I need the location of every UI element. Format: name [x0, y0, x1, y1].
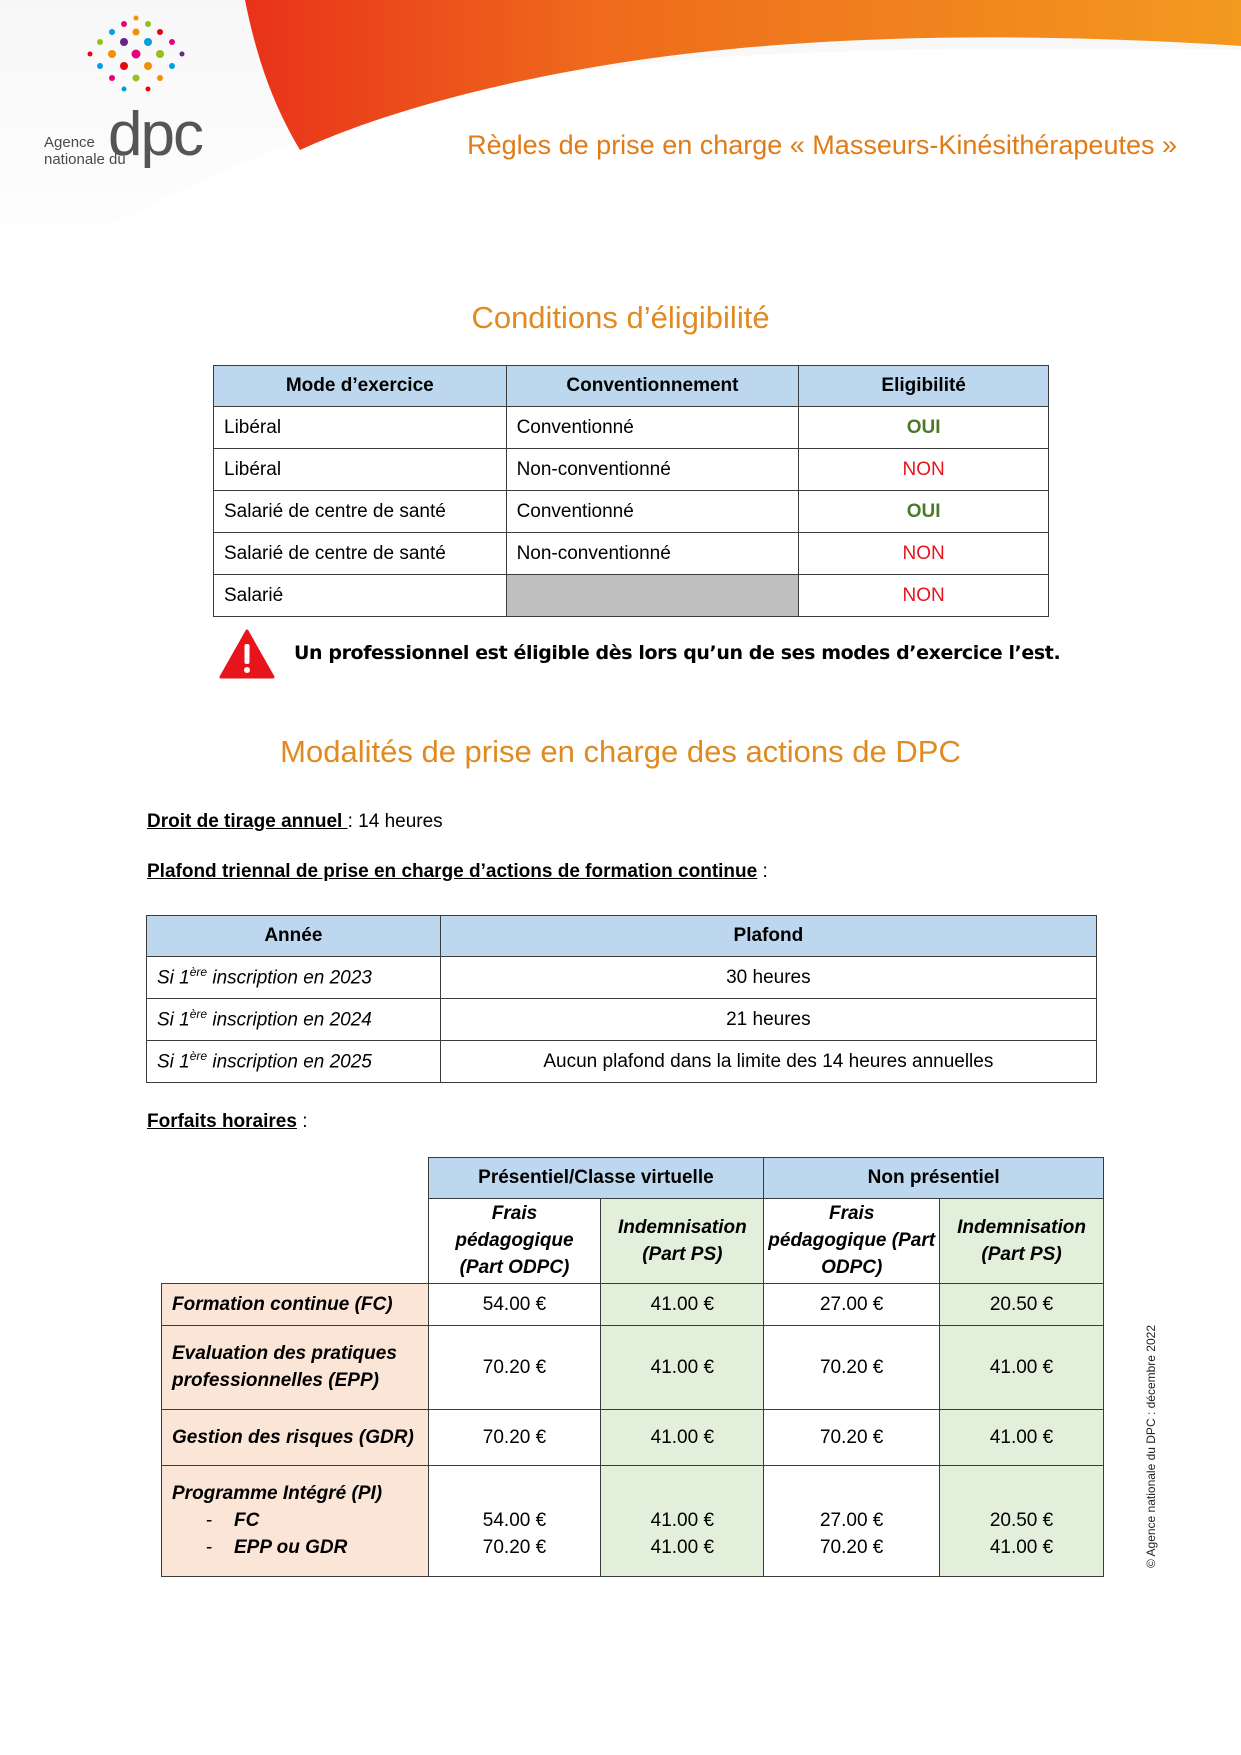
- cell-conventionnement: Non-conventionné: [506, 449, 799, 491]
- pi-dash: -: [206, 1510, 213, 1531]
- cell-mode: Libéral: [214, 407, 507, 449]
- table-header-row: [147, 916, 1097, 957]
- eligibility-table: [213, 365, 1049, 617]
- cell-value: 27.00 €: [764, 1283, 940, 1325]
- table-group-header-row: [162, 1158, 1104, 1199]
- cell-mode: Salarié de centre de santé: [214, 533, 507, 575]
- cell-eligibilite: OUI: [799, 491, 1049, 533]
- column-header: Année: [147, 916, 441, 957]
- table-row: [147, 957, 1097, 999]
- cell-value: 54.00 €: [428, 1283, 601, 1325]
- cell-value: 70.20 €: [764, 1409, 940, 1465]
- pi-label: Programme Intégré (PI): [172, 1483, 383, 1504]
- logo-brand: dpc: [108, 100, 202, 169]
- table-row: [162, 1409, 1104, 1465]
- subheader-frais: Frais pédagogique (Part ODPC): [428, 1199, 601, 1284]
- row-label: Gestion des risques (GDR): [162, 1409, 429, 1465]
- table-row: [147, 1041, 1097, 1083]
- plafond-suffix: :: [757, 861, 768, 882]
- cell-value-pair: 54.00 € 70.20 €: [428, 1465, 601, 1576]
- cell-annee: Si 1ère inscription en 2025: [147, 1041, 441, 1083]
- cell-value-pair: 27.00 € 70.20 €: [764, 1465, 940, 1576]
- table-row: [162, 1325, 1104, 1409]
- row-label: Evaluation des pratiques professionnelles (EPP): [162, 1325, 429, 1409]
- warning-text: Un professionnel est éligible dès lors qu’un de ses modes d’exercice l’est.: [294, 642, 1061, 664]
- cell-value: 70.20 €: [428, 1325, 601, 1409]
- modalites-title: Modalités de prise en charge des actions de DPC: [280, 734, 961, 769]
- table-row: [214, 491, 1049, 533]
- column-header: Mode d’exercice: [214, 366, 507, 407]
- table-row: [214, 449, 1049, 491]
- droit-tirage-value: : 14 heures: [347, 811, 443, 832]
- forfaits-table: [161, 1157, 1104, 1577]
- cell-annee: Si 1ère inscription en 2023: [147, 957, 441, 999]
- subheader-frais: Frais pédagogique (Part ODPC): [764, 1199, 940, 1284]
- cell-mode: Salarié: [214, 575, 507, 617]
- cell-mode: Libéral: [214, 449, 507, 491]
- cell-value: 70.20 €: [764, 1325, 940, 1409]
- cell-value: 41.00 €: [940, 1325, 1104, 1409]
- cell-plafond: 21 heures: [440, 999, 1096, 1041]
- pi-subitem-epp-gdr: - EPP ou GDR: [172, 1534, 418, 1561]
- logo-text-line2: nationale du: [44, 151, 126, 168]
- forfaits-label: Forfaits horaires: [147, 1111, 297, 1132]
- cell-value-pair: 20.50 € 41.00 €: [940, 1465, 1104, 1576]
- cell-value: 41.00 €: [940, 1409, 1104, 1465]
- plafond-label: Plafond triennal de prise en charge d’actions de formation continue: [147, 861, 758, 882]
- row-label: Formation continue (FC): [162, 1283, 429, 1325]
- table-header-row: [214, 366, 1049, 407]
- cell-eligibilite: OUI: [799, 407, 1049, 449]
- logo-text-line1: Agence: [44, 134, 95, 151]
- copyright-notice: © Agence nationale du DPC : décembre 2022: [1144, 1325, 1158, 1568]
- pi-subitem-fc: - FC: [172, 1507, 418, 1534]
- document-title: Règles de prise en charge « Masseurs-Kinésithérapeutes »: [467, 130, 1177, 160]
- cell-value: 41.00 €: [601, 1409, 764, 1465]
- table-row: [214, 575, 1049, 617]
- table-row: [162, 1283, 1104, 1325]
- cell-eligibilite: NON: [799, 575, 1049, 617]
- eligibility-title: Conditions d’éligibilité: [471, 300, 770, 335]
- forfaits-line: [147, 1111, 308, 1133]
- cell-value: 20.50 €: [940, 1283, 1104, 1325]
- group-header-presentiel: Présentiel/Classe virtuelle: [428, 1158, 764, 1199]
- cell-plafond: 30 heures: [440, 957, 1096, 999]
- table-row-programme-integre: [162, 1465, 1104, 1576]
- cell-mode: Salarié de centre de santé: [214, 491, 507, 533]
- forfaits-suffix: :: [296, 1111, 308, 1132]
- table-subheader-row: [162, 1199, 1104, 1284]
- subheader-indemnisation: Indemnisation (Part PS): [940, 1199, 1104, 1284]
- column-header: Conventionnement: [506, 366, 799, 407]
- table-row: [214, 407, 1049, 449]
- droit-tirage-line: [147, 811, 443, 833]
- cell-conventionnement: Conventionné: [506, 491, 799, 533]
- plafond-line: [147, 861, 768, 883]
- plafond-table: [146, 915, 1097, 1083]
- warning-triangle-icon: [218, 628, 276, 680]
- table-row: [214, 533, 1049, 575]
- cell-plafond: Aucun plafond dans la limite des 14 heures annuelles: [440, 1041, 1096, 1083]
- cell-eligibilite: NON: [799, 533, 1049, 575]
- cell-eligibilite: NON: [799, 449, 1049, 491]
- cell-value: 41.00 €: [601, 1325, 764, 1409]
- cell-value: 70.20 €: [428, 1409, 601, 1465]
- cell-conventionnement: Non-conventionné: [506, 533, 799, 575]
- row-label-pi: [162, 1465, 429, 1576]
- column-header: Eligibilité: [799, 366, 1049, 407]
- subheader-indemnisation: Indemnisation (Part PS): [601, 1199, 764, 1284]
- cell-annee: Si 1ère inscription en 2024: [147, 999, 441, 1041]
- pi-dash: -: [206, 1537, 213, 1558]
- group-header-non-presentiel: Non présentiel: [764, 1158, 1104, 1199]
- column-header: Plafond: [440, 916, 1096, 957]
- cell-value: 41.00 €: [601, 1283, 764, 1325]
- cell-conventionnement: [506, 575, 799, 617]
- cell-conventionnement: Conventionné: [506, 407, 799, 449]
- droit-tirage-label: Droit de tirage annuel: [147, 811, 348, 832]
- cell-value-pair: 41.00 € 41.00 €: [601, 1465, 764, 1576]
- table-row: [147, 999, 1097, 1041]
